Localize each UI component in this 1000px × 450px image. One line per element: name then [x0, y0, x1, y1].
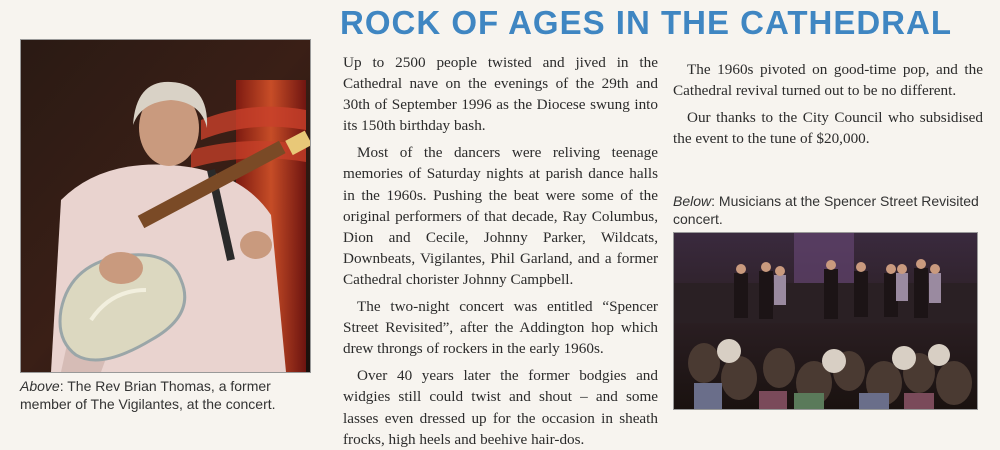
paragraph: Over 40 years later the former bodgies and widgies still could twist and shout – and some lasses even dressed up for the occasion in sheath frocks, high heels and beehive hair-dos. — [343, 367, 658, 448]
paragraph: The 1960s pivoted on good-time pop, and the Cathedral revival turned out to be no different. — [673, 61, 983, 100]
caption-text: : The Rev Brian Thomas, a former member of The Vigilantes, at the concert. — [20, 378, 276, 412]
paragraph: Up to 2500 people twisted and jived in the Cathedral nave on the evenings of the 29th and 30th of September 1996 as the Diocese swung into its 150th birthday bash. — [343, 54, 658, 135]
right-photo-caption — [673, 192, 983, 228]
paragraph: The two-night concert was entitled “Spencer Street Revisited”, after the Addington hop which drew throngs of rockers in the early 1960s. — [343, 298, 658, 358]
article-title: ROCK OF AGES IN THE CATHEDRAL — [340, 4, 952, 41]
concert-crowd-photo — [673, 232, 978, 410]
paragraph: Our thanks to the City Council who subsidised the event to the tune of $20,000. — [673, 109, 983, 148]
caption-lead: Below — [673, 193, 712, 209]
article-column-1 — [343, 52, 658, 450]
guitarist-photo — [20, 39, 311, 373]
caption-lead: Above — [20, 378, 60, 394]
paragraph: Most of the dancers were reliving teenage memories of Saturday nights at parish dance halls in the 1960s. Pushing the beat were some of the original performers of that decade, Ray Columbus, Dion and Cecile, Johnny Parker, Wildcats, Downbeats, Vigilantes, Phil Garland, and a former Cathedral chorister Johnny Campbell. — [343, 144, 658, 288]
caption-text: : Musicians at the Spencer Street Revisited concert. — [673, 193, 979, 227]
left-photo-caption — [20, 377, 312, 413]
article-column-2 — [673, 59, 983, 149]
